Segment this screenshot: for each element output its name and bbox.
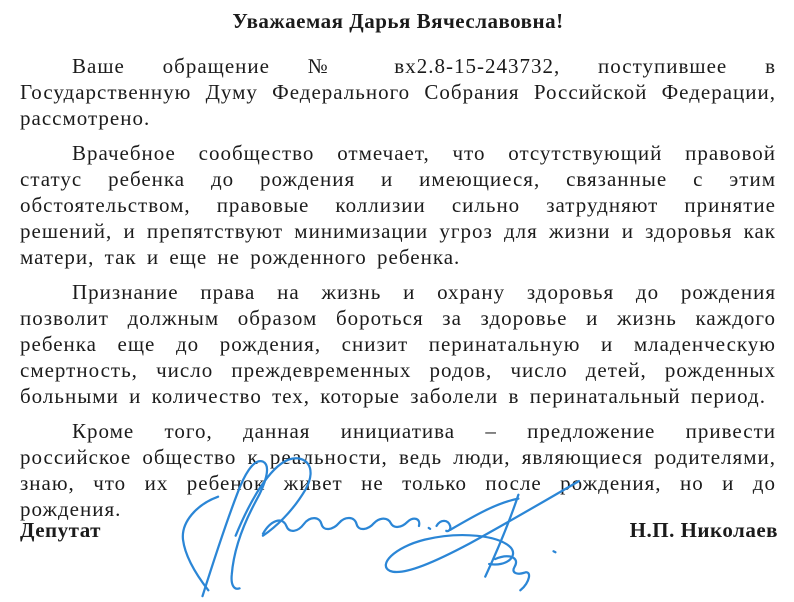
salutation-heading: Уважаемая Дарья Вячеславовна! (232, 9, 564, 33)
signatory-name-label: Н.П. Николаев (629, 518, 778, 542)
paragraph-reference: Ваше обращение № вх2.8-15-243732, поступившее в Государственную Думу Федерального Собрания Российской Федерации, рассмотрено. (20, 54, 776, 130)
paragraph-initiative: Кроме того, данная инициатива – предложение привести российское общество к реальности, ведь люди, являющиеся родителями, знаю, что их ребенок живет не только после рождения, но и до рождения. (20, 419, 776, 521)
paragraph-medical-community: Врачебное сообщество отмечает, что отсутствующий правовой статус ребенка до рождения и имеющиеся, связанные с этим обстоятельством, правовые коллизии сильно затрудняют принятие решений, и препятствуют минимизации угроз для жизни и здоровья как матери, так и еще не рожденного ребенка. (20, 141, 776, 269)
paragraph-right-to-life: Признание права на жизнь и охрану здоровья до рождения позволит должным образом бороться за здоровье и жизнь каждого ребенка еще до рождения, снизит перинатальную и младенческую смертность, число преждевременных родов, число детей, рожденных больными и количество тех, которые заболели в перинатальный период. (20, 280, 776, 408)
signatory-position-label: Депутат (20, 518, 101, 542)
